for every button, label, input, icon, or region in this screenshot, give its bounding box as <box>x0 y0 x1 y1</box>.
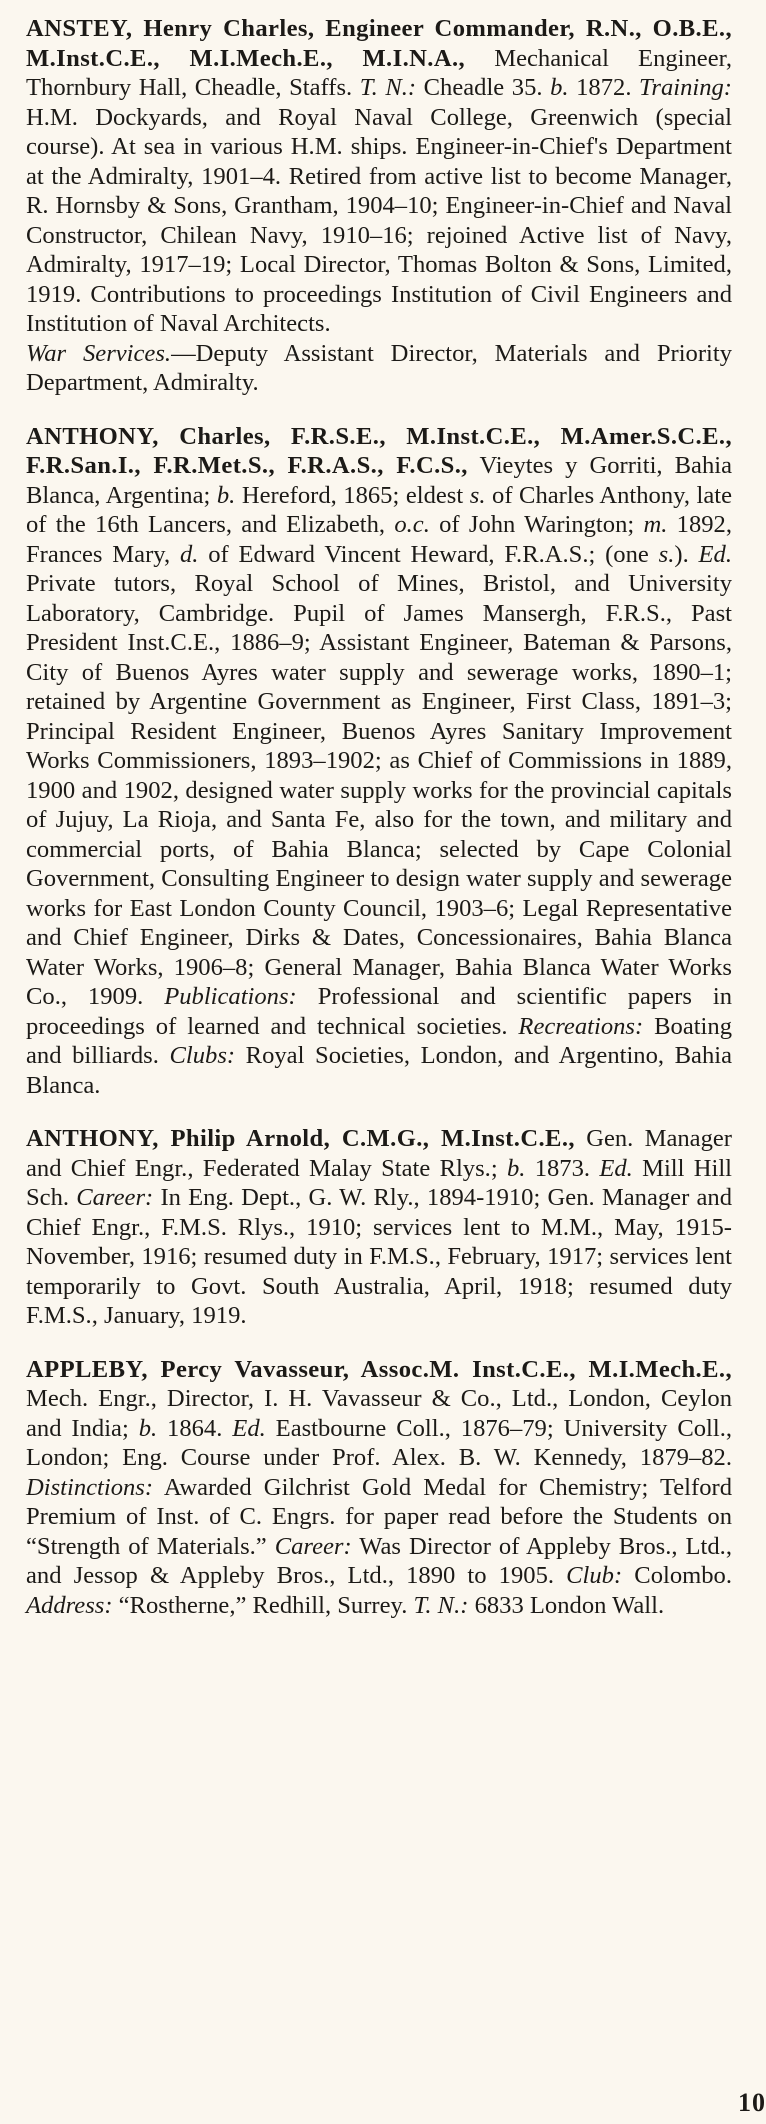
address-label: Address: <box>26 1591 113 1619</box>
daughter-label: d. <box>179 540 199 568</box>
directory-page <box>26 14 732 1644</box>
born-year: 1872. <box>568 74 640 101</box>
career-label: Career: <box>76 1184 154 1211</box>
education-label: Ed. <box>599 1154 633 1182</box>
telephone-number: Cheadle 35. <box>416 74 551 101</box>
born-label: b. <box>506 1154 526 1182</box>
entry-appleby-paragraph <box>26 1355 732 1621</box>
entry-anthony-philip <box>26 1124 732 1331</box>
publications-text: Professional and scientific papers in proceedings of learned and technical societies. <box>26 983 732 1040</box>
club-label: Club: <box>566 1562 623 1589</box>
entry-heading: APPLEBY, Percy Vavasseur, Assoc.M. Inst.C.E., M.I.Mech.E., <box>26 1355 732 1383</box>
entry-text: Gen. Manager and Chief Engr., Federated Malay State Rlys.; <box>26 1125 732 1182</box>
entry-text: Eastbourne Coll., 1876–79; University Coll., London; Eng. Course under Prof. Alex. B. W. Kennedy, 1879–82. <box>26 1414 732 1471</box>
born-label: b. <box>138 1414 158 1442</box>
training-text: H.M. Dockyards, and Royal Naval College, Greenwich (special course). At sea in various H.M. ships. Engineer-in-Chief's Department at the Admiralty, 1901–4. Retired from active list to become Manager, R. Hornsby & Sons, Grantham, 1904–10; Engineer-in-Chief and Naval Constructor, Chilean Navy, 1910–16; rejoined Active list of Navy, Admiralty, 1917–19; Local Director, Thomas Bolton & Sons, Limited, 1919. Contributions to proceedings Institution of Civil Engineers and Institution of Naval Architects. <box>26 103 732 337</box>
entry-anstey-war-paragraph <box>26 339 732 398</box>
born-label: b. <box>216 481 236 509</box>
entry-text: Vieytes y Gorriti, Bahia Blanca, Argentina; <box>26 452 732 509</box>
entry-anthony-philip-paragraph <box>26 1124 732 1331</box>
entry-appleby <box>26 1355 732 1621</box>
son-label: s. <box>658 540 675 568</box>
entry-text: Mech. Engr., Director, I. H. Vavasseur & Co., Ltd., London, Ceylon and India; <box>26 1385 732 1442</box>
club-text: Colombo. <box>622 1562 732 1589</box>
training-label: Training: <box>639 74 732 101</box>
telephone-label: T. N.: <box>413 1591 469 1619</box>
career-text: Was Director of Appleby Bros., Ltd., and Jessop & Appleby Bros., Ltd., 1890 to 1905. <box>26 1532 732 1589</box>
distinctions-label: Distinctions: <box>26 1473 154 1501</box>
address-text: “Rostherne,” Redhill, Surrey. <box>112 1591 414 1619</box>
recreations-text: Boating and billiards. <box>26 1012 732 1069</box>
entry-text: of Charles Anthony, late of the 16th Lancers, and Elizabeth, <box>26 481 732 538</box>
entry-text: of John Warington; <box>429 511 644 538</box>
entry-heading: ANSTEY, Henry Charles, Engineer Commander, R.N., O.B.E., M.Inst.C.E., M.I.Mech.E., M.I.N.A., <box>26 15 732 72</box>
entry-text: Mechanical Engineer, Thornbury Hall, Cheadle, Staffs. <box>26 44 732 101</box>
education-label: Ed. <box>232 1414 266 1442</box>
war-services-text: —Deputy Assistant Director, Materials and Priority Department, Admiralty. <box>26 339 732 396</box>
entry-text: 1892, Frances Mary, <box>26 511 732 568</box>
entry-text: 1864. <box>157 1414 233 1442</box>
career-label: Career: <box>274 1532 352 1560</box>
married-label: m. <box>643 511 668 538</box>
clubs-text: Royal Societies, London, and Argentino, Bahia Blanca. <box>26 1042 732 1099</box>
entry-heading: ANTHONY, Philip Arnold, C.M.G., M.Inst.C.E., <box>26 1125 575 1152</box>
entry-text: Mill Hill Sch. <box>26 1154 732 1211</box>
entry-anstey <box>26 14 732 398</box>
career-text: In Eng. Dept., G. W. Rly., 1894-1910; Gen. Manager and Chief Engr., F.M.S. Rlys., 1910; services lent to M.M., May, 1915-November, 1916; resumed duty in F.M.S., February, 1917; services lent temporarily to Govt. South Australia, April, 1918; resumed duty F.M.S., January, 1919. <box>26 1184 732 1329</box>
entry-text: of Edward Vincent Heward, F.R.A.S.; (one <box>198 540 659 568</box>
telephone-number: 6833 London Wall. <box>468 1591 665 1619</box>
publications-label: Publications: <box>164 983 297 1010</box>
distinctions-text: Awarded Gilchrist Gold Medal for Chemistry; Telford Premium of Inst. of C. Engrs. for paper read before the Students on “Strength of Materials.” <box>26 1473 732 1560</box>
entry-anthony-charles <box>26 422 732 1101</box>
war-services-label: War Services. <box>26 339 172 367</box>
only-child-label: o.c. <box>394 511 430 538</box>
entry-text: Private tutors, Royal School of Mines, Bristol, and University Laboratory, Cambridge. Pupil of James Mansergh, F.R.S., Past President Inst.C.E., 1886–9; Assistant Engineer, Bateman & Parsons, City of Buenos Ayres water supply and sewerage works, 1890–1; retained by Argentine Government as Engineer, First Class, 1891–3; Principal Resident Engineer, Buenos Ayres Sanitary Improvement Works Commissioners, 1893–1902; as Chief of Commissions in 1889, 1900 and 1902, designed water supply works for the provincial capitals of Jujuy, La Rioja, and Santa Fe, also for the town, and military and commercial ports, of Bahia Blanca; selected by Cape Colonial Government, Consulting Engineer to design water supply and sewerage works for East London County Council, 1903–6; Legal Representative and Chief Engineer, Dirks & Dates, Concessionaires, Bahia Blanca Water Works, 1906–8; General Manager, Bahia Blanca Water Works Co., 1909. <box>26 570 732 1010</box>
entry-text: Hereford, 1865; eldest <box>235 481 470 509</box>
born-label: b. <box>550 74 569 101</box>
entry-text: 1873. <box>525 1154 600 1182</box>
entry-text: ). <box>674 540 699 568</box>
page-number: 10 <box>738 2088 766 2117</box>
telephone-label: T. N.: <box>359 74 417 101</box>
education-label: Ed. <box>698 540 732 568</box>
entry-anthony-charles-paragraph <box>26 422 732 1101</box>
entry-anstey-paragraph <box>26 14 732 339</box>
son-label: s. <box>469 481 486 509</box>
clubs-label: Clubs: <box>169 1042 236 1069</box>
entry-heading: ANTHONY, Charles, F.R.S.E., M.Inst.C.E., M.Amer.S.C.E., F.R.San.I., F.R.Met.S., F.R.A.S., F.C.S., <box>26 422 732 479</box>
recreations-label: Recreations: <box>518 1012 644 1040</box>
